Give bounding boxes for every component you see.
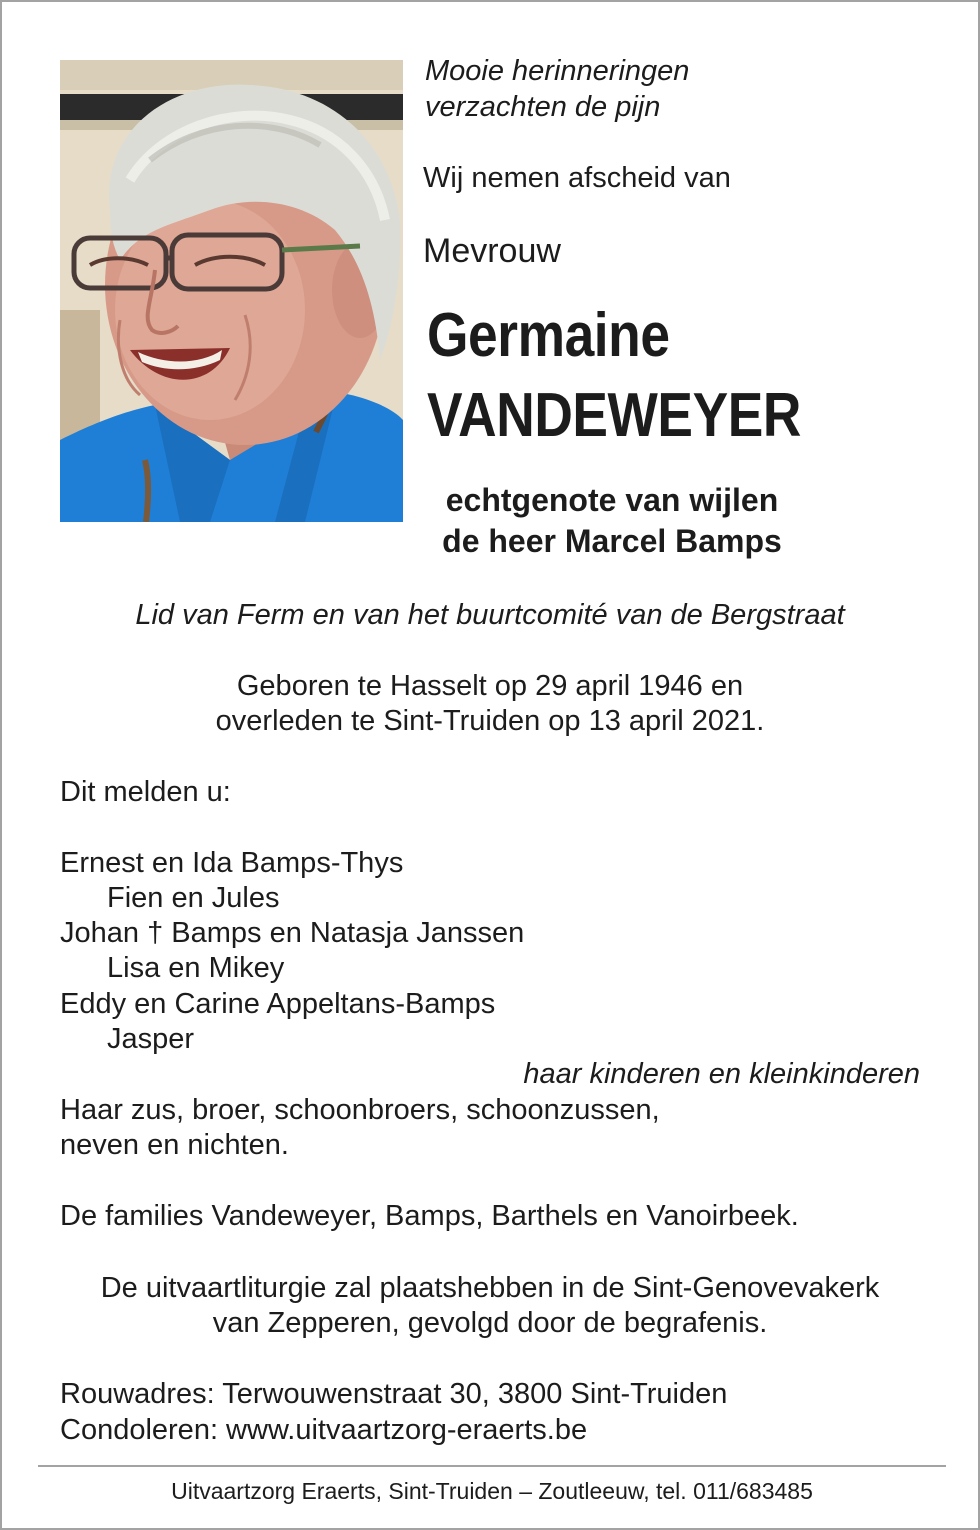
- family-member-6: Jasper: [107, 1023, 195, 1055]
- family-member-4: Lisa en Mikey: [107, 952, 285, 984]
- mourning-address: Rouwadres: Terwouwenstraat 30, 3800 Sint-Truiden: [60, 1378, 728, 1410]
- quote-line-1: Mooie herinneringen: [425, 55, 690, 87]
- portrait-photo: [60, 60, 403, 522]
- family-caption: haar kinderen en kleinkinderen: [523, 1058, 920, 1090]
- death-line: overleden te Sint-Truiden op 13 april 2021.: [215, 705, 765, 737]
- families-line: De families Vandeweyer, Bamps, Barthels en Vanoirbeek.: [60, 1200, 799, 1232]
- family-member-3: Johan † Bamps en Natasja Janssen: [60, 917, 525, 949]
- relatives-line-1: Haar zus, broer, schoonbroers, schoonzussen,: [60, 1094, 660, 1126]
- liturgy-line-1: De uitvaartliturgie zal plaatshebben in de Sint-Genovevakerk: [100, 1272, 880, 1304]
- funeral-home-footer: Uitvaartzorg Eraerts, Sint-Truiden – Zoutleeuw, tel. 011/683485: [171, 1478, 813, 1504]
- relatives-line-2: neven en nichten.: [60, 1129, 289, 1161]
- membership-line: Lid van Ferm en van het buurtcomité van de Bergstraat: [135, 599, 845, 631]
- family-member-1: Ernest en Ida Bamps-Thys: [60, 847, 404, 879]
- family-member-5: Eddy en Carine Appeltans-Bamps: [60, 988, 496, 1020]
- intro-text: Wij nemen afscheid van: [423, 162, 731, 194]
- spouse-line-2: de heer Marcel Bamps: [442, 523, 782, 559]
- footer-divider: [38, 1465, 946, 1467]
- quote-line-2: verzachten de pijn: [425, 91, 661, 123]
- announce-intro: Dit melden u:: [60, 776, 231, 808]
- family-member-2: Fien en Jules: [107, 882, 280, 914]
- condolences-website[interactable]: Condoleren: www.uitvaartzorg-eraerts.be: [60, 1414, 588, 1446]
- liturgy-line-2: van Zepperen, gevolgd door de begrafenis.: [212, 1307, 768, 1339]
- deceased-last-name: VANDEWEYER: [427, 381, 801, 450]
- deceased-first-name: Germaine: [427, 301, 670, 370]
- birth-line: Geboren te Hasselt op 29 april 1946 en: [236, 670, 744, 702]
- spouse-line-1: echtgenote van wijlen: [445, 482, 779, 518]
- salutation: Mevrouw: [423, 232, 561, 270]
